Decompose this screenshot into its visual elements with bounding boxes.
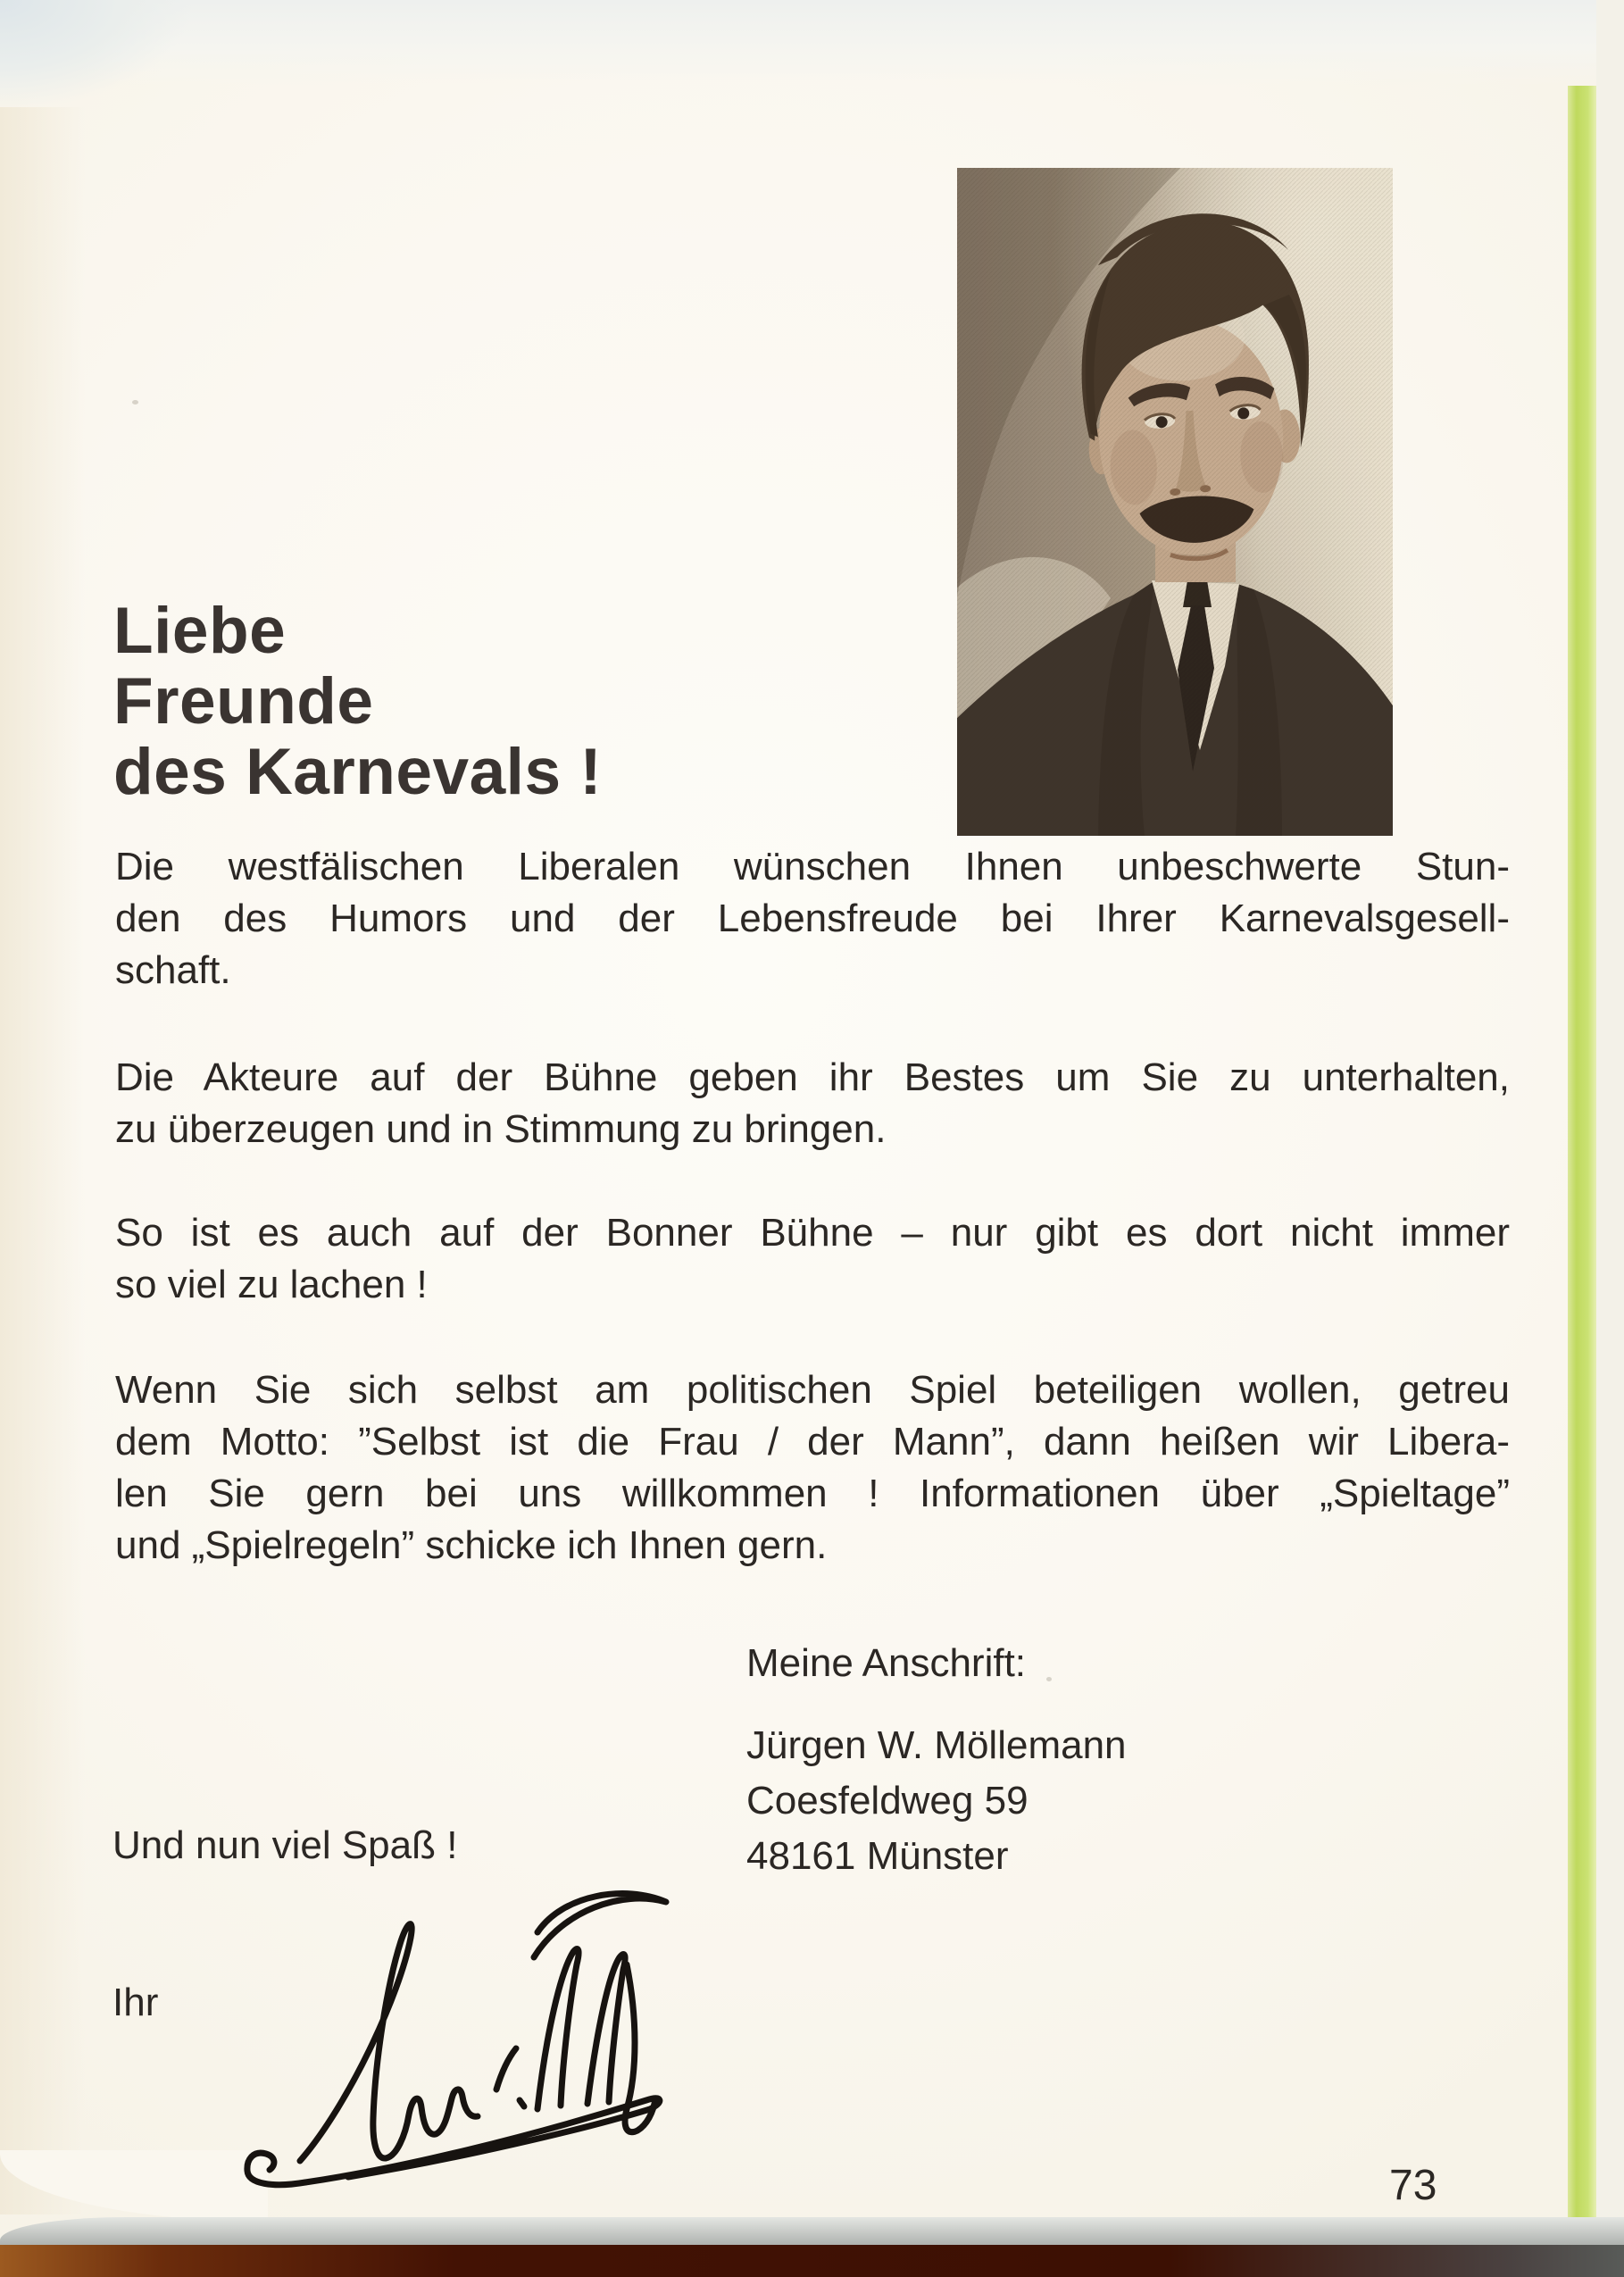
bottom-grey-band <box>0 2217 1624 2248</box>
paragraph-line: Wenn Sie sich selbst am politischen Spiel beteiligen wollen, getreu <box>115 1368 1510 1412</box>
paragraph-line: zu überzeugen und in Stimmung zu bringen. <box>115 1107 887 1151</box>
paragraph-line: len Sie gern bei uns willkommen ! Informationen über „Spieltage” <box>115 1472 1510 1515</box>
address-line: Jürgen W. Möllemann <box>746 1723 1127 1767</box>
paragraph-line: den des Humors und der Lebensfreude bei Ihrer Karnevalsgesell- <box>115 897 1510 940</box>
signature-graphic <box>223 1875 670 2197</box>
page-left-edge-shadow <box>0 107 85 2214</box>
paragraph-line: Die Akteure auf der Bühne geben ihr Bestes um Sie zu unterhalten, <box>115 1055 1510 1099</box>
paragraph-line: und „Spielregeln” schicke ich Ihnen gern. <box>115 1523 828 1567</box>
page-number: 73 <box>1389 2162 1437 2209</box>
signature-scribble <box>223 1875 670 2197</box>
paragraph-3 <box>115 1207 1510 1311</box>
dust-speck <box>1046 1677 1052 1681</box>
paragraph-4 <box>115 1364 1510 1572</box>
heading-line: Freunde <box>113 665 374 738</box>
heading-line: Liebe <box>113 595 287 667</box>
paragraph-line: dem Motto: ”Selbst ist die Frau / der Mann”, dann heißen wir Libera- <box>115 1420 1510 1464</box>
portrait-photo-graphic <box>957 168 1393 836</box>
closing-line: Und nun viel Spaß ! <box>112 1823 458 1867</box>
address-block <box>746 1718 1127 1884</box>
heading-line: des Karnevals ! <box>113 736 603 808</box>
paragraph-line: So ist es auch auf der Bonner Bühne – nur gibt es dort nicht immer <box>115 1211 1510 1255</box>
bottom-brown-band <box>0 2245 1624 2277</box>
address-line: Coesfeldweg 59 <box>746 1779 1029 1822</box>
address-line: 48161 Münster <box>746 1834 1009 1878</box>
signoff-line: Ihr <box>112 1981 159 2024</box>
paragraph-1 <box>115 841 1510 997</box>
paragraph-line: Die westfälischen Liberalen wünschen Ihnen unbeschwerte Stun- <box>115 845 1510 888</box>
address-heading: Meine Anschrift: <box>746 1641 1027 1685</box>
paragraph-line: schaft. <box>115 948 231 992</box>
paragraph-2 <box>115 1052 1510 1155</box>
page-right-margin <box>1596 0 1624 2277</box>
dust-speck <box>132 400 138 405</box>
page-heading <box>113 596 602 807</box>
green-edge-stripe <box>1568 86 1596 2247</box>
portrait-photo <box>957 168 1393 836</box>
paragraph-line: so viel zu lachen ! <box>115 1263 428 1306</box>
